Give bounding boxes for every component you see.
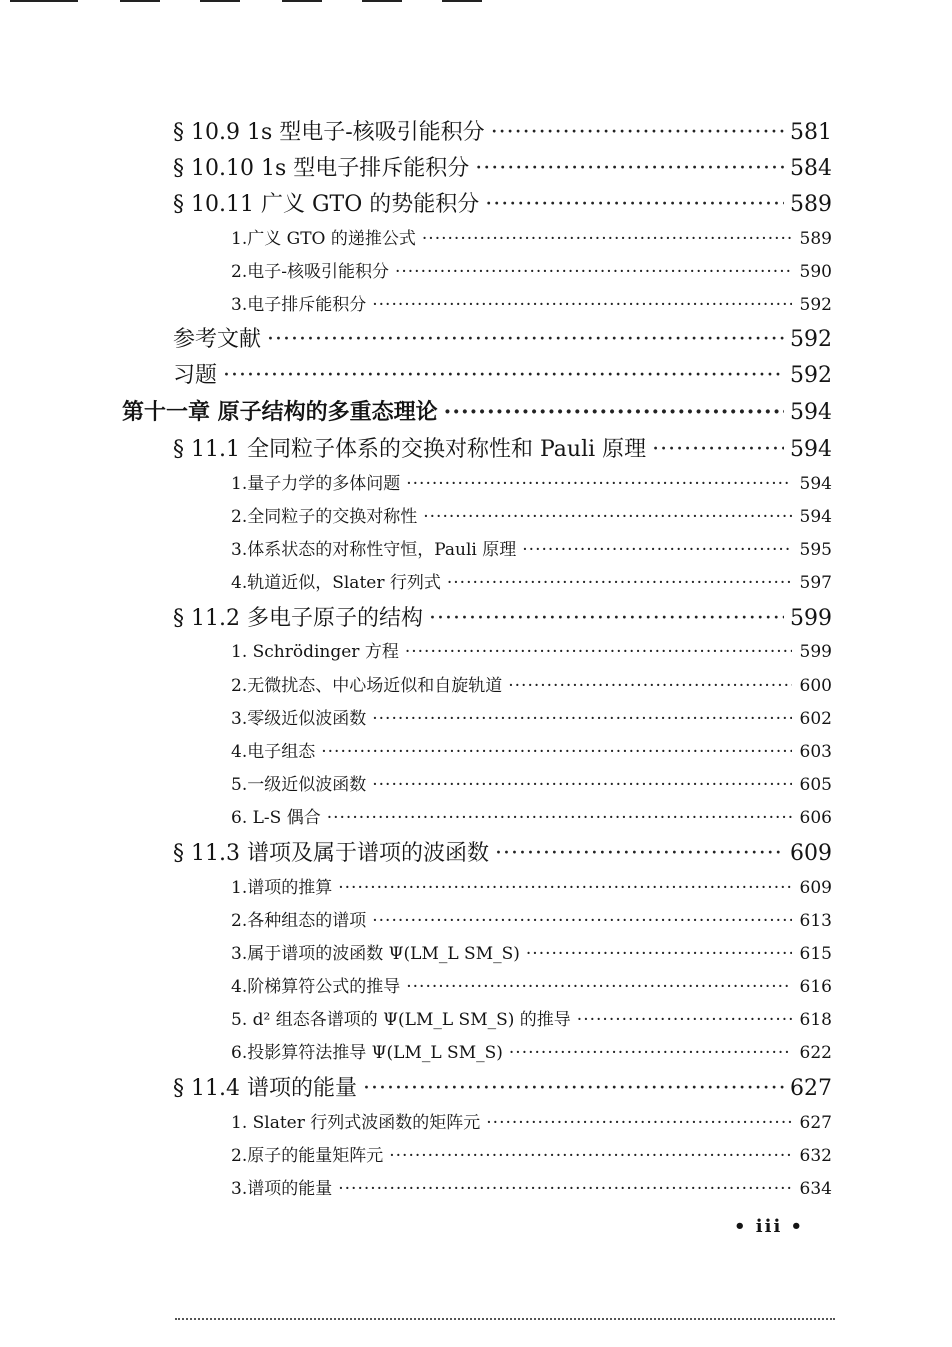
dot-leader — [372, 911, 792, 931]
toc-entry-page: 590 — [799, 262, 832, 282]
toc-subentry — [231, 290, 832, 315]
dot-leader — [267, 327, 784, 352]
toc-entry-label: 1.量子力学的多体问题 — [231, 474, 401, 494]
dot-leader — [475, 156, 784, 181]
toc-subentry — [231, 671, 832, 696]
toc-entry-label: 3.电子排斥能积分 — [231, 295, 367, 315]
toc-entry-label: 1. Schrödinger 方程 — [231, 642, 399, 662]
top-rule — [282, 0, 322, 2]
dot-leader — [321, 742, 792, 762]
toc-entry-label: § 11.2 多电子原子的结构 — [173, 606, 423, 631]
dot-leader — [372, 775, 792, 795]
dot-leader — [495, 841, 784, 866]
dot-leader — [485, 192, 784, 217]
dot-leader — [577, 1010, 792, 1030]
toc-entry-label: 第十一章 原子结构的多重态理论 — [122, 399, 438, 425]
toc-entry-page: 634 — [799, 1179, 832, 1199]
toc-subentry — [231, 704, 832, 729]
dot-leader — [395, 262, 792, 282]
dot-leader — [327, 808, 792, 828]
toc-entry-page: 616 — [799, 977, 832, 997]
dot-leader — [406, 977, 792, 997]
toc-entry-label: 5. d² 组态各谱项的 Ψ(LM_L SM_S) 的推导 — [231, 1010, 571, 1030]
toc-entry-label: § 10.11 广义 GTO 的势能积分 — [173, 192, 480, 217]
toc-entry-label: 3.零级近似波函数 — [231, 709, 367, 729]
top-rule — [442, 0, 482, 2]
toc-entry-page: 613 — [799, 911, 832, 931]
toc-entry-label: 1. Slater 行列式波函数的矩阵元 — [231, 1113, 481, 1133]
dot-leader — [422, 229, 792, 249]
dot-leader — [338, 878, 792, 898]
toc-entry-exercises — [173, 358, 832, 389]
toc-entry-label: 4.阶梯算符公式的推导 — [231, 977, 401, 997]
top-rule — [120, 0, 160, 2]
top-rule — [362, 0, 402, 2]
toc-subentry — [231, 535, 832, 560]
toc-subentry — [231, 1174, 832, 1199]
toc-entry-page: 609 — [790, 841, 832, 866]
toc-entry-label: 2.电子-核吸引能积分 — [231, 262, 389, 282]
toc-entry-page: 594 — [799, 474, 832, 494]
toc-entry-label: 习题 — [173, 363, 218, 388]
toc-entry-page: 592 — [790, 327, 832, 352]
toc-entry-page: 594 — [790, 437, 832, 462]
toc-entry-10-11 — [173, 187, 832, 218]
toc-subentry — [231, 770, 832, 795]
toc-entry-page: 618 — [799, 1010, 832, 1030]
dot-leader — [405, 642, 792, 662]
toc-entry-page: 602 — [799, 709, 832, 729]
toc-entry-page: 622 — [799, 1043, 832, 1063]
dot-leader — [486, 1113, 792, 1133]
toc-subentry — [231, 568, 832, 593]
toc-entry-page: 589 — [799, 229, 832, 249]
dot-leader — [363, 1076, 784, 1101]
toc-entry-page: 609 — [799, 878, 832, 898]
toc-entry-page: 597 — [799, 573, 832, 593]
toc-subentry — [231, 1038, 832, 1063]
page-number: • iii • — [734, 1216, 805, 1237]
toc-subentry — [231, 469, 832, 494]
toc-subentry — [231, 1108, 832, 1133]
toc-subentry — [231, 972, 832, 997]
toc-entry-label: § 11.4 谱项的能量 — [173, 1076, 357, 1101]
toc-entry-page: 592 — [799, 295, 832, 315]
dot-leader — [223, 363, 784, 388]
toc-entry-page: 615 — [799, 944, 832, 964]
dot-leader — [652, 437, 784, 462]
toc-entry-label: § 11.3 谱项及属于谱项的波函数 — [173, 841, 489, 866]
toc-entry-label: 6.投影算符法推导 Ψ(LM_L SM_S) — [231, 1043, 503, 1063]
dot-leader — [526, 944, 792, 964]
toc-entry-page: 632 — [799, 1146, 832, 1166]
toc-subentry — [231, 803, 832, 828]
toc-entry-label: 3.属于谱项的波函数 Ψ(LM_L SM_S) — [231, 944, 520, 964]
top-rule — [200, 0, 240, 2]
toc-entry-label: 2.无微扰态、中心场近似和自旋轨道 — [231, 676, 503, 696]
toc-entry-11-1 — [173, 432, 832, 463]
toc-entry-page: 589 — [790, 192, 832, 217]
toc-subentry — [231, 906, 832, 931]
dot-leader — [372, 709, 792, 729]
top-rule — [10, 0, 78, 2]
toc-entry-page: 581 — [790, 120, 832, 145]
toc-entry-page: 594 — [790, 400, 832, 425]
bottom-rule — [175, 1318, 835, 1322]
toc-entry-label: § 11.1 全同粒子体系的交换对称性和 Pauli 原理 — [173, 437, 647, 462]
toc-subentry — [231, 502, 832, 527]
toc-entry-label: 1.广义 GTO 的递推公式 — [231, 229, 416, 249]
toc-entry-label: 3.谱项的能量 — [231, 1179, 333, 1199]
toc-entry-page: 584 — [790, 156, 832, 181]
toc-entry-page: 595 — [799, 540, 832, 560]
toc-entry-label: 参考文献 — [173, 327, 262, 352]
toc-entry-page: 594 — [799, 507, 832, 527]
toc-entry-page: 606 — [799, 808, 832, 828]
toc-entry-page: 627 — [790, 1076, 832, 1101]
toc-subentry — [231, 1005, 832, 1030]
toc-subentry — [231, 257, 832, 282]
toc-entry-11-2 — [173, 601, 832, 632]
toc-entry-label: 2.原子的能量矩阵元 — [231, 1146, 384, 1166]
toc-entry-page: 599 — [790, 606, 832, 631]
toc-entry-page: 592 — [790, 363, 832, 388]
toc-entry-label: 4.电子组态 — [231, 742, 316, 762]
toc-chapter-11 — [122, 395, 832, 426]
toc-subentry — [231, 637, 832, 662]
dot-leader — [372, 295, 792, 315]
toc-entry-page: 599 — [799, 642, 832, 662]
toc-entry-label: § 10.9 1s 型电子-核吸引能积分 — [173, 120, 485, 145]
dot-leader — [447, 573, 792, 593]
toc-entry-11-4 — [173, 1071, 832, 1102]
toc-entry-label: 6. L-S 偶合 — [231, 808, 321, 828]
toc-entry-label: 2.全同粒子的交换对称性 — [231, 507, 418, 527]
toc-subentry — [231, 939, 832, 964]
dot-leader — [406, 474, 792, 494]
dot-leader — [444, 399, 784, 425]
toc-entry-label: 1.谱项的推算 — [231, 878, 333, 898]
toc-entry-label: 5.一级近似波函数 — [231, 775, 367, 795]
toc-entry-label: 4.轨道近似，Slater 行列式 — [231, 573, 441, 593]
toc-entry-page: 605 — [799, 775, 832, 795]
toc-subentry — [231, 873, 832, 898]
toc-subentry — [231, 737, 832, 762]
dot-leader — [338, 1179, 792, 1199]
dot-leader — [389, 1146, 792, 1166]
toc-subentry — [231, 1141, 832, 1166]
toc-entry-page: 603 — [799, 742, 832, 762]
toc-entry-10-10 — [173, 151, 832, 182]
toc-entry-page: 600 — [799, 676, 832, 696]
toc-entry-10-9 — [173, 115, 832, 146]
toc-entry-page: 627 — [799, 1113, 832, 1133]
dot-leader — [423, 507, 792, 527]
dot-leader — [491, 120, 784, 145]
dot-leader — [508, 676, 792, 696]
dot-leader — [429, 606, 784, 631]
toc-entry-label: 3.体系状态的对称性守恒，Pauli 原理 — [231, 540, 517, 560]
toc-entry-label: § 10.10 1s 型电子排斥能积分 — [173, 156, 470, 181]
toc-subentry — [231, 224, 832, 249]
dot-leader — [509, 1043, 792, 1063]
toc-entry-references — [173, 322, 832, 353]
toc-entry-label: 2.各种组态的谱项 — [231, 911, 367, 931]
toc-entry-11-3 — [173, 836, 832, 867]
dot-leader — [522, 540, 792, 560]
